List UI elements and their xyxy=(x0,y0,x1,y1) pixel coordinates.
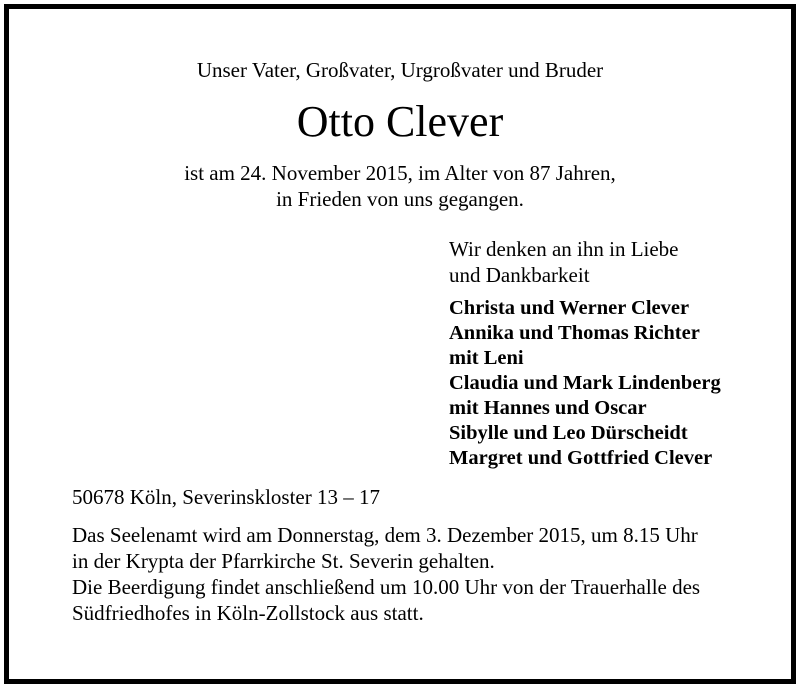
mourner-3: mit Leni xyxy=(449,347,524,369)
service-line-2: in der Krypta der Pfarrkirche St. Severin gehalten. xyxy=(72,549,495,573)
remembrance-line-1: Wir denken an ihn in Liebe xyxy=(449,237,679,261)
mourner-6: Sibylle und Leo Dürscheidt xyxy=(449,422,688,444)
mourner-7: Margret und Gottfried Clever xyxy=(449,447,713,469)
intro-line: Unser Vater, Großvater, Urgroßvater und Bruder xyxy=(196,58,604,82)
death-line-2: in Frieden von uns gegangen. xyxy=(276,187,524,211)
mourner-4: Claudia und Mark Lindenberg xyxy=(449,372,721,394)
address: 50678 Köln, Severinskloster 13 – 17 xyxy=(72,485,380,509)
mourner-5: mit Hannes und Oscar xyxy=(449,397,647,419)
mourner-2: Annika und Thomas Richter xyxy=(449,322,700,344)
service-line-3: Die Beerdigung findet anschließend um 10.00 Uhr von der Trauerhalle des xyxy=(72,575,701,599)
remembrance-line-2: und Dankbarkeit xyxy=(449,263,590,287)
death-line-1: ist am 24. November 2015, im Alter von 87 Jahren, xyxy=(184,161,616,185)
service-line-1: Das Seelenamt wird am Donnerstag, dem 3. Dezember 2015, um 8.15 Uhr xyxy=(72,523,698,547)
mourner-1: Christa und Werner Clever xyxy=(449,297,690,319)
service-line-4: Südfriedhofes in Köln-Zollstock aus statt. xyxy=(72,601,424,625)
deceased-name: Otto Clever xyxy=(296,97,504,146)
